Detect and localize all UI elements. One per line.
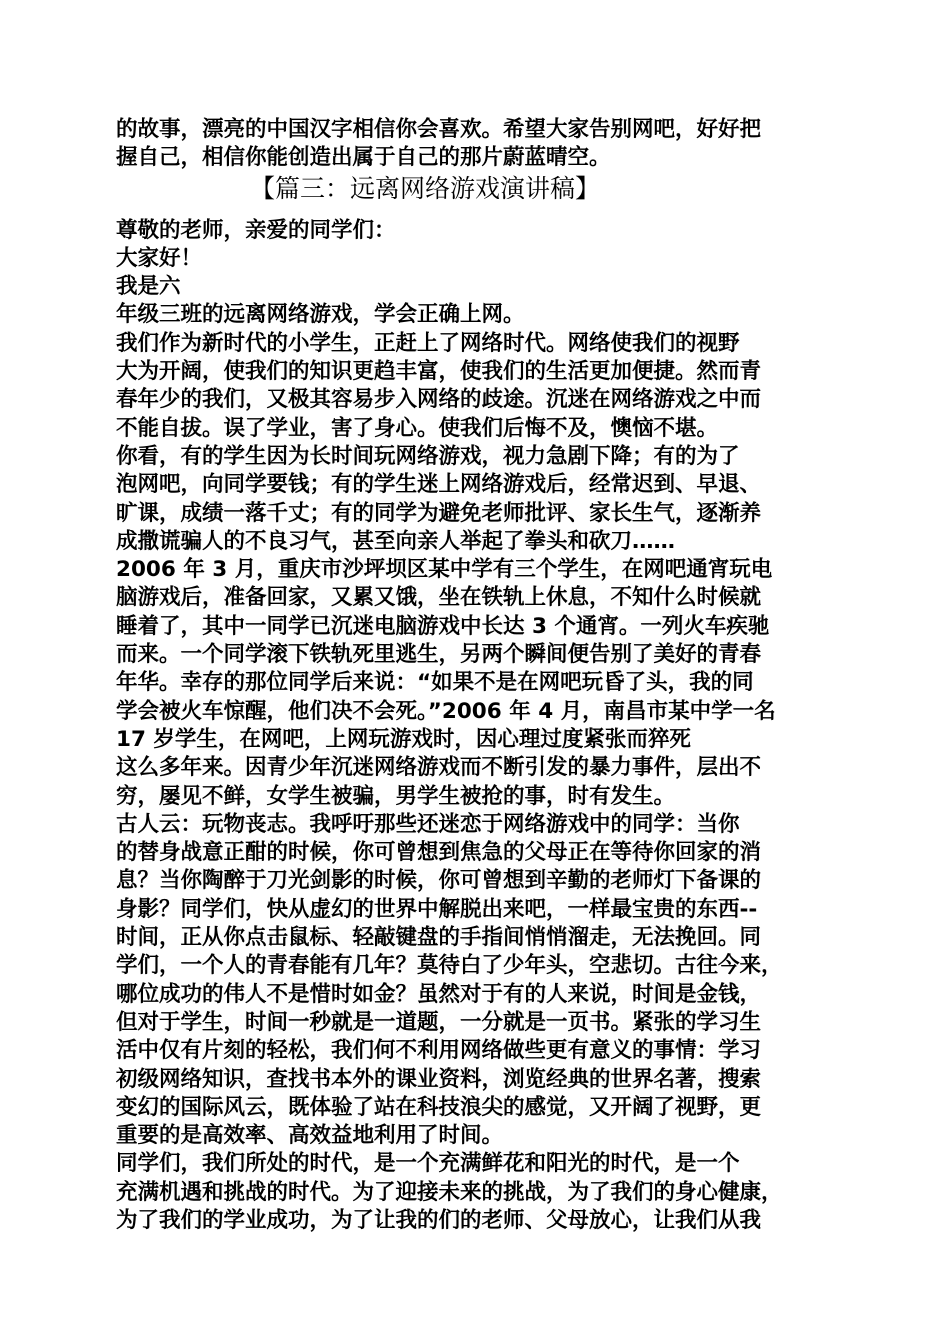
text-line: 睡着了，其中一同学已沉迷电脑游戏中长达 3 个通宵。一列火车疾驰 — [116, 613, 770, 639]
text-line: 不能自拔。误了学业，害了身心。使我们后悔不及，懊恼不堪。 — [116, 415, 719, 441]
text-line: 息？当你陶醉于刀光剑影的时候，你可曾想到辛勤的老师灯下备课的 — [116, 868, 762, 894]
text-line: 成撒谎骗人的不良习气，甚至向亲人举起了拳头和砍刀…… — [116, 528, 676, 554]
text-line: 年级三班的远离网络游戏，学会正确上网。 — [116, 302, 525, 328]
text-line: 大为开阔，使我们的知识更趋丰富，使我们的生活更加便捷。然而青 — [116, 359, 762, 385]
text-line: 年华。幸存的那位同学后来说：“如果不是在网吧玩昏了头，我的同 — [116, 670, 754, 696]
text-line: 握自己，相信你能创造出属于自己的那片蔚蓝晴空。 — [116, 145, 611, 171]
salutation-line: 尊敬的老师，亲爱的同学们： — [116, 217, 396, 243]
document-body — [116, 116, 838, 1235]
text-line: 泡网吧，向同学要钱；有的学生迷上网络游戏后，经常迟到、早退、 — [116, 472, 762, 498]
text-line: 为了我们的学业成功，为了让我的们的老师、父母放心，让我们从我 — [116, 1207, 762, 1233]
text-line: 学会被火车惊醒，他们决不会死。”2006 年 4 月，南昌市某中学一名 — [116, 698, 776, 724]
greeting-line: 大家好！ — [116, 245, 203, 271]
text-line: 春年少的我们，又极其容易步入网络的歧途。沉迷在网络游戏之中而 — [116, 387, 762, 413]
text-line: 同学们，我们所处的时代，是一个充满鲜花和阳光的时代，是一个 — [116, 1151, 740, 1177]
section-heading: 【篇三：远离网络游戏演讲稿】 — [250, 173, 601, 203]
text-line: 时间，正从你点击鼠标、轻敲键盘的手指间悄悄溜走，无法挽回。同 — [116, 925, 762, 951]
text-line: 的替身战意正酣的时候，你可曾想到焦急的父母正在等待你回家的消 — [116, 840, 762, 866]
text-line: 重要的是高效率、高效益地利用了时间。 — [116, 1123, 504, 1149]
text-line: 初级网络知识，查找书本外的课业资料，浏览经典的世界名著，搜索 — [116, 1066, 762, 1092]
text-line: 的故事，漂亮的中国汉字相信你会喜欢。希望大家告别网吧，好好把 — [116, 117, 762, 142]
text-line: 你看，有的学生因为长时间玩网络游戏，视力急剧下降；有的为了 — [116, 443, 740, 469]
text-line: 学们，一个人的青春能有几年？莫待白了少年头，空悲切。古往今来， — [116, 953, 783, 979]
text-line: 而来。一个同学滚下铁轨死里逃生，另两个瞬间便告别了美好的青春 — [116, 642, 762, 668]
text-line: 古人云：玩物丧志。我呼吁那些还迷恋于网络游戏中的同学：当你 — [116, 811, 740, 837]
text-line: 这么多年来。因青少年沉迷网络游戏而不断引发的暴力事件，层出不 — [116, 755, 762, 781]
text-line: 但对于学生，时间一秒就是一道题，一分就是一页书。紧张的学习生 — [116, 1009, 762, 1035]
text-line: 活中仅有片刻的轻松，我们何不利用网络做些更有意义的事情：学习 — [116, 1038, 762, 1064]
text-line: 穷，屡见不鲜，女学生被骗，男学生被抢的事，时有发生。 — [116, 783, 676, 809]
text-line: 脑游戏后，准备回家，又累又饿，坐在铁轨上休息，不知什么时候就 — [116, 585, 762, 611]
text-line: 身影？同学们，快从虚幻的世界中解脱出来吧，一样最宝贵的东西-- — [116, 896, 758, 922]
text-line: 17 岁学生，在网吧，上网玩游戏时，因心理过度紧张而猝死 — [116, 726, 691, 752]
text-line: 哪位成功的伟人不是惜时如金？虽然对于有的人来说，时间是金钱， — [116, 981, 762, 1007]
text-line: 我们作为新时代的小学生，正赶上了网络时代。网络使我们的视野 — [116, 330, 740, 356]
text-line: 变幻的国际风云，既体验了站在科技浪尖的感觉，又开阔了视野，更 — [116, 1094, 762, 1120]
text-line: 旷课，成绩一落千丈；有的同学为避免老师批评、家长生气，逐渐养 — [116, 500, 762, 526]
text-line: 充满机遇和挑战的时代。为了迎接未来的挑战，为了我们的身心健康， — [116, 1179, 783, 1205]
text-line: 我是六 — [116, 274, 181, 300]
text-line: 2006 年 3 月，重庆市沙坪坝区某中学有三个学生，在网吧通宵玩电 — [116, 557, 773, 583]
